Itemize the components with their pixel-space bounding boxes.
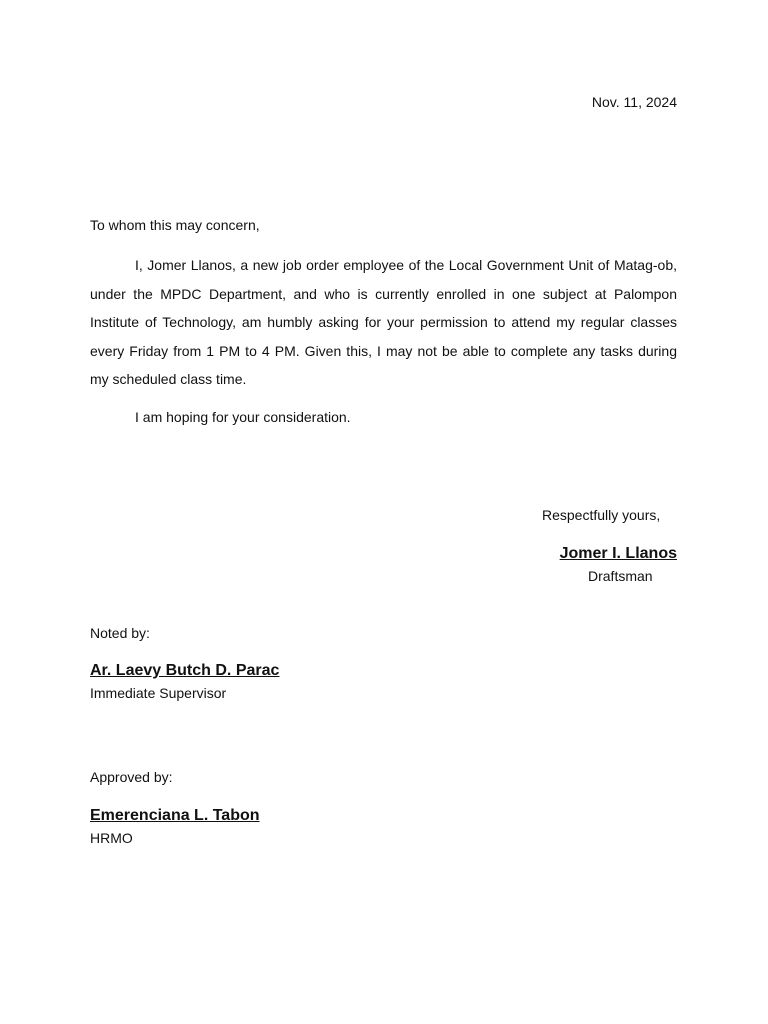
body-paragraph-consideration: I am hoping for your consideration. (135, 409, 351, 425)
sender-name: Jomer I. Llanos (559, 545, 677, 562)
salutation: To whom this may concern, (90, 217, 260, 233)
approved-by-title: HRMO (90, 830, 133, 846)
body-paragraph-request: I, Jomer Llanos, a new job order employee of the Local Government Unit of Matag-ob, under the MPDC Department, and who is currently enrolled in one subject at Palompon Institute of Technology, am humbly asking for your permission to attend my regular classes every Friday from 1 PM to 4 PM. Given this, I may not be able to complete any tasks during my scheduled class time. (90, 257, 677, 387)
approved-by-name: Emerenciana L. Tabon (90, 807, 260, 824)
noted-by-title: Immediate Supervisor (90, 685, 227, 701)
approved-by-label: Approved by: (90, 769, 173, 785)
letter-date: Nov. 11, 2024 (591, 94, 677, 110)
sender-title: Draftsman (588, 568, 653, 584)
noted-by-name: Ar. Laevy Butch D. Parac (90, 662, 280, 679)
closing: Respectfully yours, (542, 507, 661, 523)
noted-by-label: Noted by: (90, 625, 150, 641)
